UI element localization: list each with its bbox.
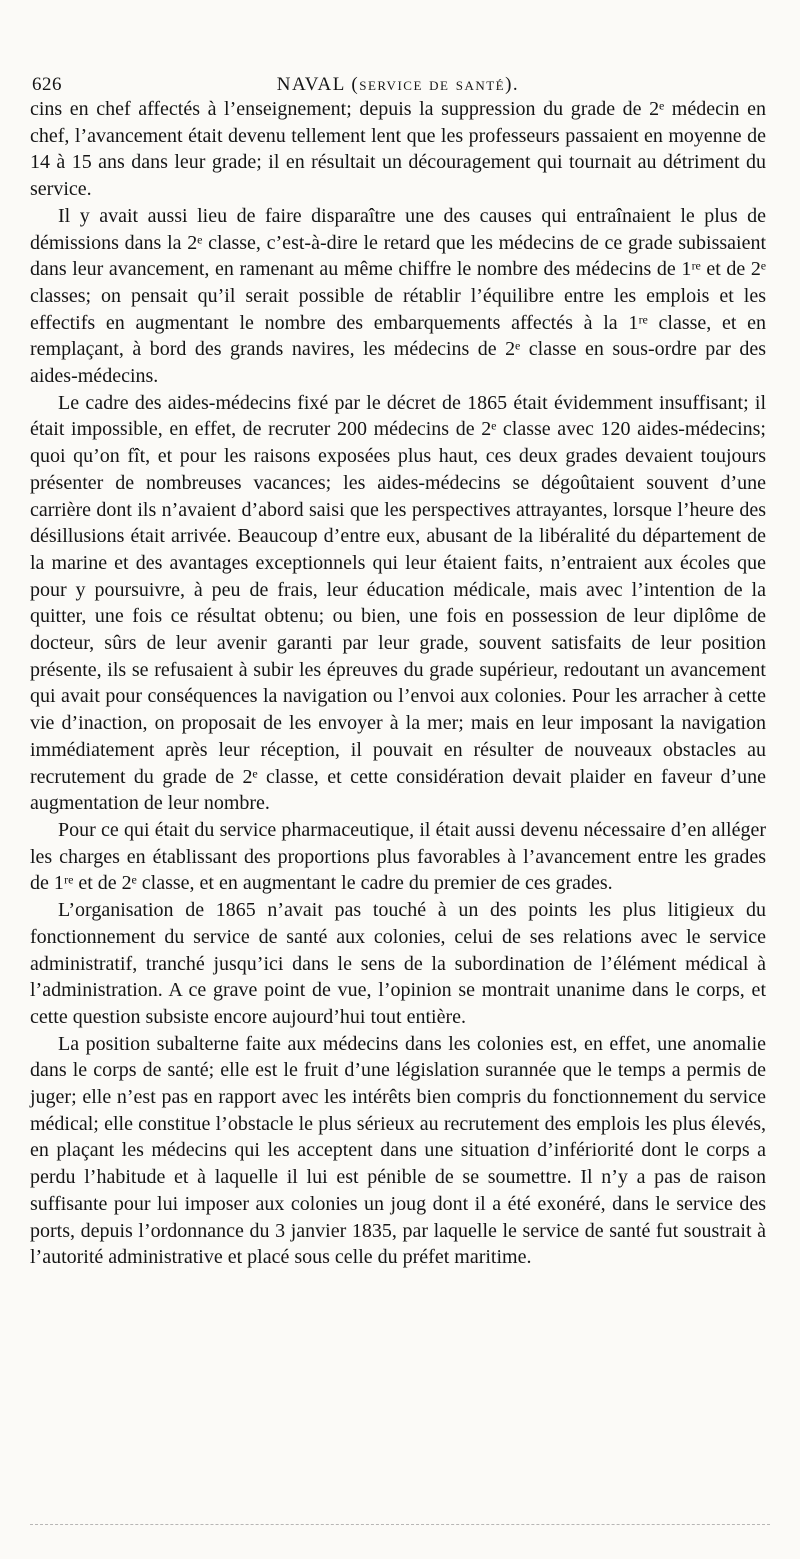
footer-rule — [30, 1524, 770, 1525]
paragraph: L’organisation de 1865 n’avait pas touché à un des points les plus litigieux du fonctionnement du service de santé aux colonies, celui de ses relations avec le service administratif, tranché jusqu’ici dans le sens de la subordination de l’élément médical à l’administration. A ce grave point de vue, l’opinion se montrait unanime dans le corps, et cette question subsiste encore aujourd’hui tout entière. — [30, 899, 766, 1028]
book-page — [30, 66, 766, 1271]
page-number: 626 — [32, 74, 62, 95]
paragraph: La position subalterne faite aux médecins dans les colonies est, en effet, une anomalie dans le corps de santé; elle est le fruit d’une législation surannée que le temps a permis de juger; elle n’est pas en rapport avec les intérêts bien compris du fonctionnement du service médical; elle constitue l’obstacle le plus sérieux au recrutement des emplois les plus élevés, en plaçant les médecins qui les acceptent dans une situation d’infériorité dont le corps a perdu l’habitude et à laquelle il lui est pénible de se soumettre. Il n’y a pas de raison suffisante pour lui imposer aux colonies un joug dont il a été exonéré, dans le service des ports, depuis l’ordonnance du 3 janvier 1835, par laquelle le service de santé fut soustrait à l’autorité administrative et placé sous celle du préfet maritime. — [30, 1032, 766, 1269]
paragraph: Pour ce qui était du service pharmaceutique, il était aussi devenu nécessaire d’en alléger les charges en établissant des proportions plus favorables à l’avancement entre les grades de 1ʳᵉ et de 2ᵉ classe, et en augmentant le cadre du premier de ces grades. — [30, 818, 766, 895]
body-text — [30, 96, 766, 1271]
paragraph: Le cadre des aides-médecins fixé par le décret de 1865 était évidemment insuffisant; il était impossible, en effet, de recruter 200 médecins de 2ᵉ classe avec 120 aides-médecins; quoi qu’on fît, et pour les raisons exposées plus haut, ces deux grades devaient toujours présenter de nombreuses vacances; les aides-médecins se dégoûtaient souvent d’une carrière dont ils n’avaient d’abord saisi que les perspectives attrayantes, lorsque l’heure des désillusions était arrivée. Beaucoup d’entre eux, abusant de la libéralité du département de la marine et des avantages exceptionnels qui leur étaient faits, n’entraient aux écoles que pour y poursuivre, à peu de frais, leur éducation médicale, mais avec l’intention de la quitter, une fois ce résultat obtenu; ou bien, une fois en possession de leur diplôme de docteur, sûrs de leur avenir garanti par leur grade, souvent satisfaits de leur position présente, ils se refusaient à subir les épreuves du grade supérieur, redoutant un avancement qui avait pour conséquences la navigation ou l’envoi aux colonies. Pour les arracher à cette vie d’inaction, on proposait de les envoyer à la mer; mais en leur imposant la navigation immédiatement après leur réception, il pouvait en résulter de nouveaux obstacles au recrutement du grade de 2ᵉ classe, et cette considération devait plaider en faveur d’une augmentation de leur nombre. — [30, 391, 766, 815]
running-head — [30, 66, 766, 96]
paragraph: Il y avait aussi lieu de faire disparaître une des causes qui entraînaient le plus de démissions dans la 2ᵉ classe, c’est-à-dire le retard que les médecins de ce grade subissaient dans leur avancement, en ramenant au même chiffre le nombre des médecins de 1ʳᵉ et de 2ᵉ classes; on pensait qu’il serait possible de rétablir l’équilibre entre les emplois et les effectifs en augmentant le nombre des embarquements affectés à la 1ʳᵉ classe, et en remplaçant, à bord des grands navires, les médecins de 2ᵉ classe en sous-ordre par des aides-médecins. — [30, 204, 766, 388]
paragraph-continued: cins en chef affectés à l’enseignement; depuis la suppression du grade de 2ᵉ médecin en chef, l’avancement était devenu tellement lent que les professeurs passaient en moyenne de 14 à 15 ans dans leur grade; il en résultait un découragement qui tournait au détriment du service. — [30, 98, 766, 201]
running-title: NAVAL (service de santé). — [276, 74, 520, 95]
